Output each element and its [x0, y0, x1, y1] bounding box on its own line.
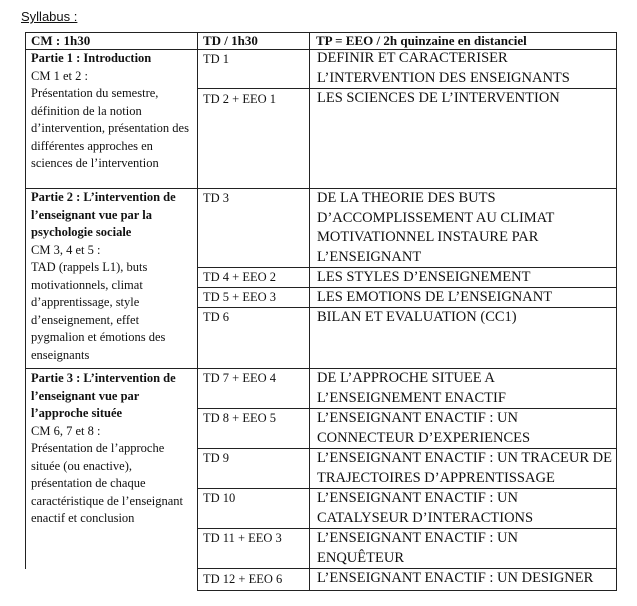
td-10: TD 10	[203, 491, 236, 505]
part1-description: Présentation du semestre, définition de la notion d’intervention, présentation des différentes approches en sciences de l’intervention	[31, 86, 189, 170]
tp-8: L’ENSEIGNANT ENACTIF : UN CONNECTEUR D’EXPERIENCES	[317, 410, 531, 446]
tp-10: L’ENSEIGNANT ENACTIF : UN CATALYSEUR D’INTERACTIONS	[317, 490, 534, 526]
part3-description: Présentation de l’approche située (ou enactive), présentation de chaque caractéristique de l’enseignant enactif et conclusion	[31, 441, 184, 525]
header-tp: TP = EEO / 2h quinzaine en distanciel	[316, 33, 527, 48]
td-11: TD 11 + EEO 3	[203, 531, 282, 545]
part3-heading: Partie 3 : L’intervention de l’enseignant vue par l’approche située	[31, 371, 176, 420]
part2-description: TAD (rappels L1), buts motivationnels, climat d’apprentissage, style d’enseignement, effet pygmalion et émotions des enseignants	[31, 260, 166, 362]
td-2: TD 2 + EEO 1	[203, 92, 277, 106]
tp-9: L’ENSEIGNANT ENACTIF : UN TRACEUR DE TRAJECTOIRES D’APPRENTISSAGE	[317, 450, 612, 486]
part1-heading: Partie 1 : Introduction	[31, 51, 152, 65]
td-12: TD 12 + EEO 6	[203, 572, 283, 586]
part3-cm-cell	[31, 370, 193, 528]
td-8: TD 8 + EEO 5	[203, 411, 277, 425]
td-6: TD 6	[203, 310, 230, 324]
tp-6: BILAN ET EVALUATION (CC1)	[317, 309, 517, 325]
part1-cm-cell	[31, 50, 193, 173]
tp-2: LES SCIENCES DE L’INTERVENTION	[317, 90, 560, 106]
td-5: TD 5 + EEO 3	[203, 290, 277, 304]
tp-11: L’ENSEIGNANT ENACTIF : UN ENQUÊTEUR	[317, 530, 518, 566]
part2-sessions: CM 3, 4 et 5 :	[31, 242, 101, 257]
header-td: TD / 1h30	[203, 33, 258, 48]
tp-7: DE L’APPROCHE SITUEE A L’ENSEIGNEMENT ENACTIF	[317, 370, 506, 406]
part2-heading: Partie 2 : L’intervention de l’enseignant vue par la psychologie sociale	[31, 190, 176, 239]
td-4: TD 4 + EEO 2	[203, 270, 277, 284]
tp-5: LES EMOTIONS DE L’ENSEIGNANT	[317, 289, 553, 305]
header-cm: CM : 1h30	[31, 33, 91, 48]
td-3: TD 3	[203, 191, 230, 205]
part1-sessions: CM 1 et 2 :	[31, 68, 88, 83]
part3-sessions: CM 6, 7 et 8 :	[31, 423, 101, 438]
tp-3: DE LA THEORIE DES BUTS D’ACCOMPLISSEMENT AU CLIMAT MOTIVATIONNEL INSTAURE PAR L’ENSEIGNANT	[317, 190, 555, 265]
tp-12: L’ENSEIGNANT ENACTIF : UN DESIGNER	[317, 570, 594, 586]
part2-cm-cell	[31, 189, 193, 364]
td-1: TD 1	[203, 52, 230, 66]
tp-4: LES STYLES D’ENSEIGNEMENT	[317, 269, 531, 285]
td-9: TD 9	[203, 451, 230, 465]
td-7: TD 7 + EEO 4	[203, 371, 277, 385]
tp-1: DEFINIR ET CARACTERISER L’INTERVENTION DES ENSEIGNANTS	[317, 50, 570, 86]
page-title: Syllabus :	[21, 9, 78, 24]
